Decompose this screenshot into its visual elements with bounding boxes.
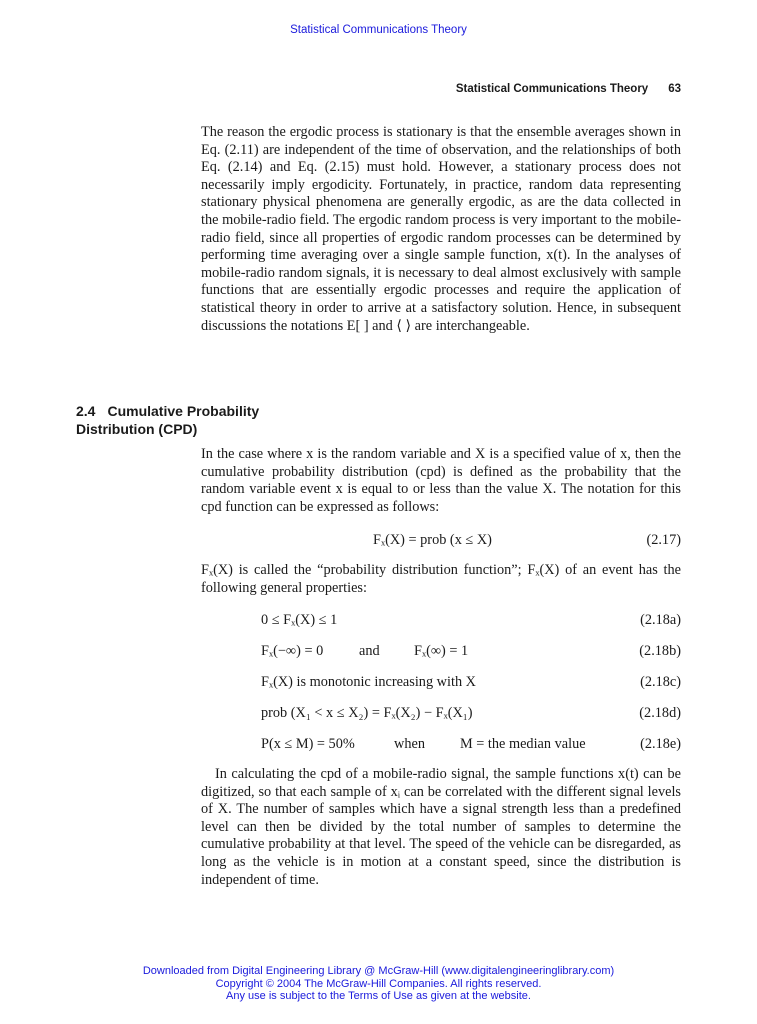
property-connector: and [359, 643, 380, 659]
property-expression: 0 ≤ Fₓ(X) ≤ 1 [261, 612, 338, 628]
equation-tag: (2.17) [646, 532, 681, 548]
page-number: 63 [668, 83, 681, 95]
property-tag: (2.18a) [640, 612, 681, 628]
paragraph-2-text: In the case where x is the random variable and X is a specified value of x, then the cumulative probability distribution (cpd) is defined as the probability that the random variable event x is equal to or less than the value X. The notation for this cpd function can be expressed as follows: [201, 446, 681, 515]
section-title-line1: Cumulative Probability [107, 403, 260, 419]
property-tag: (2.18e) [640, 736, 681, 752]
property-tag: (2.18c) [640, 674, 681, 690]
property-expression: prob (X₁ < x ≤ X₂) = Fₓ(X₂) − Fₓ(X₁) [261, 705, 473, 721]
footer-copyright: Copyright © 2004 The McGraw-Hill Companies. All rights reserved. [215, 977, 542, 990]
equation-expression: Fₓ(X) = prob (x ≤ X) [373, 532, 492, 548]
property-connector: when [394, 736, 425, 752]
property-2-18c [201, 672, 681, 692]
property-2-18a [201, 610, 681, 630]
property-tag: (2.18b) [639, 643, 681, 659]
property-expression: Fₓ(X) is monotonic increasing with X [261, 674, 476, 690]
section-heading [76, 402, 259, 438]
property-expression-right: Fₓ(∞) = 1 [414, 643, 469, 659]
paragraph-3-text: Fₓ(X) is called the “probability distribution function”; Fₓ(X) of an event has the following general properties: [201, 562, 681, 596]
property-expression: Fₓ(−∞) = 0 [261, 643, 324, 659]
running-head [456, 83, 681, 95]
footer [0, 965, 757, 1003]
property-2-18d [201, 703, 681, 723]
footer-terms-link[interactable]: Any use is subject to the Terms of Use as given at the website. [226, 990, 531, 1003]
running-title: Statistical Communications Theory [455, 83, 649, 95]
paragraph-4 [201, 766, 681, 889]
property-2-18b [201, 641, 681, 661]
paragraph-1 [201, 124, 681, 335]
property-expression: P(x ≤ M) = 50% [261, 736, 355, 752]
equation-2-17 [201, 530, 681, 550]
property-2-18e [201, 734, 681, 754]
paragraph-2 [201, 446, 681, 516]
paragraph-3 [201, 562, 681, 597]
footer-download-link[interactable]: Downloaded from Digital Engineering Library @ McGraw-Hill (www.digitalengineeringlibrary.com) [142, 965, 615, 977]
property-tag: (2.18d) [639, 705, 681, 721]
property-expression-right: M = the median value [460, 736, 586, 752]
section-title-line2: Distribution (CPD) [76, 421, 198, 437]
top-link[interactable]: Statistical Communications Theory [290, 24, 467, 36]
paragraph-1-text: The reason the ergodic process is stationary is that the ensemble averages shown in Eq. (2.11) are independent of the time of observation, and the relationships of both Eq. (2.14) and Eq. (2.15) must hold. However, a stationary process does not necessarily imply ergodicity. Fortunately, in practice, random data representing stationary physical phenomena are generally ergodic, as are the data collected in the mobile-radio field. The ergodic random process is very important to the mobile-radio field, since all properties of ergodic random processes can be determined by performing time averaging over a single sample function, x(t). In the analyses of mobile-radio random signals, it is necessary to deal almost exclusively with sample functions that are essentially ergodic processes and require the application of statistical theory in order to arrive at a satisfactory solution. Hence, in subsequent discussions the notations E[ ] and ⟨ ⟩ are interchangeable. [201, 124, 681, 334]
paragraph-4-text: In calculating the cpd of a mobile-radio signal, the sample functions x(t) can be digitized, so that each sample of xᵢ can be correlated with the different signal levels of X. The number of samples which have a signal strength less than a predefined level can then be divided by the total number of samples to determine the cumulative probability at that level. The speed of the vehicle can be disregarded, as long as the vehicle is in motion at a constant speed, since the distribution is independent of time. [201, 766, 681, 888]
section-number: 2.4 [76, 403, 96, 419]
